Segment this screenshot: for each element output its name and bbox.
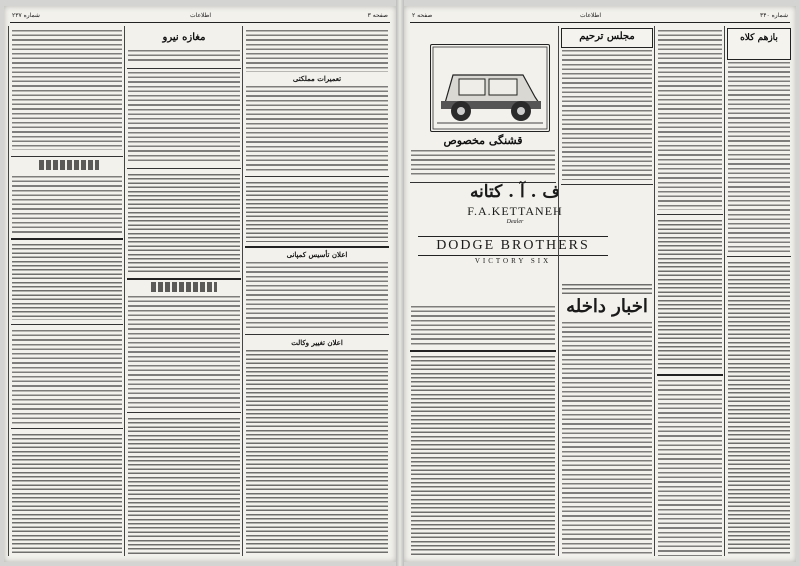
dealer-name-fa: ف . آ . کتانه [469,182,561,202]
hat-title: بازهم کلاه [740,33,778,43]
right-column-a [408,26,558,556]
left-folio-page: صفحه ۳ [367,12,388,19]
left-column-2 [124,26,243,556]
dealer-role: Dealer [506,219,524,225]
domestic-news-title: اخبار داخله [566,296,648,317]
right-column-c [654,26,725,556]
left-folio-masthead: اطلاعات [190,12,212,19]
left-folio-issue: شماره ۲۳۷ [12,12,40,19]
heading-vekalat: اعلان تغییر وکالت [291,338,343,347]
heading-maghaze: مغازه‌ نیرو [162,32,206,43]
heading-company: اعلان تأسیس کمپانی [286,250,348,259]
right-folio-issue: شماره ۳۴۰ [760,12,788,19]
left-page [4,6,396,562]
page-gutter [396,0,404,566]
right-page [404,6,796,562]
right-column-d [724,26,793,556]
right-folio-masthead: اطلاعات [580,12,602,19]
right-column-b [558,26,655,556]
left-column-1 [8,26,125,556]
left-column-3 [242,26,391,556]
brand-model: VICTORY SIX [474,257,552,265]
mourning-title: مجلس ترحیم [579,31,635,42]
right-folio [410,10,790,23]
dealer-name-en: F.A.KETTANEH [467,204,563,218]
left-folio [10,10,390,23]
car-illustration [430,44,550,132]
right-folio-page: صفحه ۲ [412,12,433,19]
brand-name: DODGE BROTHERS [418,236,608,256]
heading-tamirat: تعمیرات مملکتی [292,74,342,83]
ad-headline: قشنگی مخصوص [443,134,523,147]
